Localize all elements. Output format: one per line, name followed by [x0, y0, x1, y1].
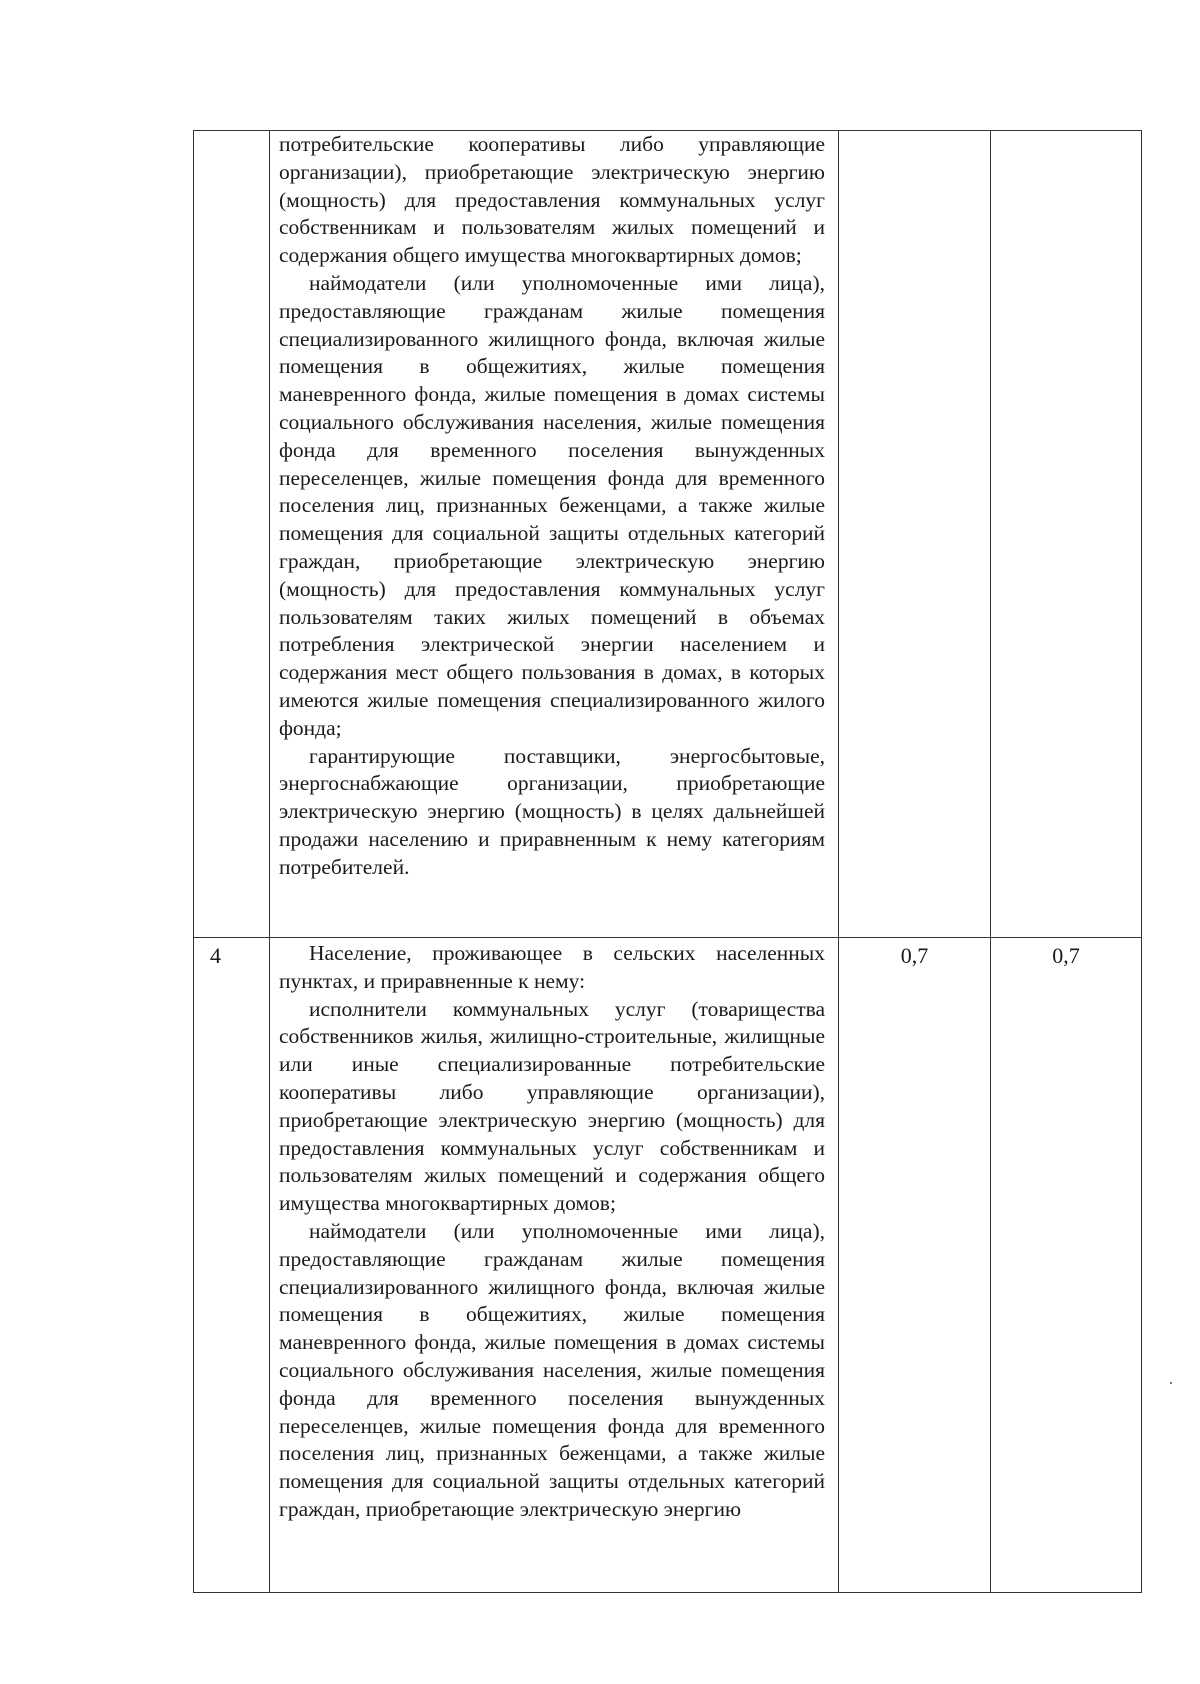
value-cell-2: 0,7 — [991, 938, 1142, 1593]
paragraph: потребительские кооперативы либо управляющие организации), приобретающие электрическую энергию (мощность) для предоставления коммунальных услуг собственникам и пользователям жилых помещений и содержания общего имущества многоквартирных домов; — [279, 132, 825, 268]
value-cell-1 — [839, 131, 991, 938]
paragraph: Население, проживающее в сельских населенных пунктах, и приравненные к нему: — [279, 941, 825, 993]
paragraph: наймодатели (или уполномоченные ими лица), предоставляющие гражданам жилые помещения специализированного жилищного фонда, включая жилые помещения в общежитиях, жилые помещения маневренного фонда, жилые помещения в домах системы социального обслуживания населения, жилые помещения фонда для временного поселения вынужденных переселенцев, жилые помещения фонда для временного поселения лиц, признанных беженцами, а также жилые помещения для социальной защиты отдельных категорий граждан, приобретающие электрическую энергию — [279, 1218, 825, 1521]
row-number-cell: 4 — [194, 938, 270, 1593]
value-cell-2 — [991, 131, 1142, 938]
tariff-table — [193, 130, 1142, 1593]
paragraph: исполнители коммунальных услуг (товарищества собственников жилья, жилищно-строительные, жилищные или иные специализированные потребительские кооперативы либо управляющие организации), приобретающие электрическую энергию (мощность) для предоставления коммунальных услуг собственникам и пользователям жилых помещений и содержания общего имущества многоквартирных домов; — [279, 996, 825, 1216]
scan-artifact — [1170, 1382, 1172, 1384]
paragraph: гарантирующие поставщики, энергосбытовые, энергоснабжающие организации, приобретающие электрическую энергию (мощность) в целях дальнейшей продажи населению и приравненным к нему категориям потребителей. — [279, 743, 825, 879]
value-cell-1: 0,7 — [839, 938, 991, 1593]
table-row — [194, 131, 1142, 938]
row-number-cell — [194, 131, 270, 938]
paragraph: наймодатели (или уполномоченные ими лица), предоставляющие гражданам жилые помещения специализированного жилищного фонда, включая жилые помещения в общежитиях, жилые помещения маневренного фонда, жилые помещения в домах системы социального обслуживания населения, жилые помещения фонда для временного поселения вынужденных переселенцев, жилые помещения фонда для временного поселения лиц, признанных беженцами, а также жилые помещения для социальной защиты отдельных категорий граждан, приобретающие электрическую энергию (мощность) для предоставления коммунальных услуг пользователям таких жилых помещений в объемах потребления электрической энергии населением и содержания мест общего пользования в домах, в которых имеются жилые помещения специализированного жилого фонда; — [279, 270, 825, 740]
row-description-cell — [270, 938, 839, 1593]
row-description-cell — [270, 131, 839, 938]
table-row — [194, 938, 1142, 1593]
